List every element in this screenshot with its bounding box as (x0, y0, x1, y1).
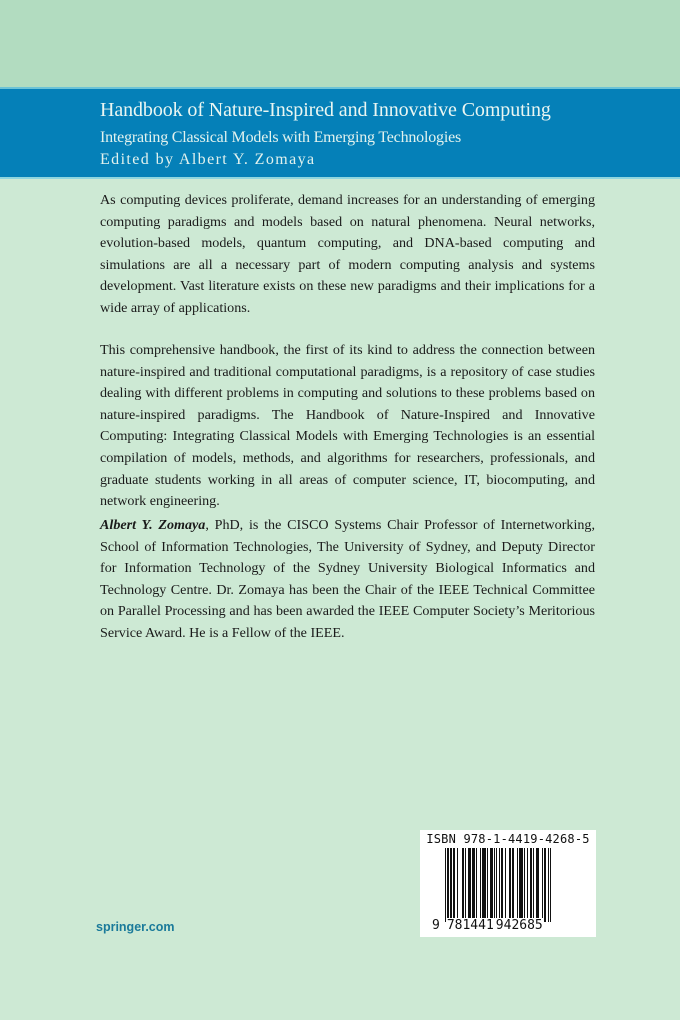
description-paragraph-2: This comprehensive handbook, the first of its kind to address the connection between nature-inspired and traditional computational paradigms, is a repository of case studies dealing with different problems in computing and solutions to these problems based on nature-inspired paradigms. The Handbook of Nature-Inspired and Innovative Computing: Integrating Classical Models with Emerging Technologies is an essential compilation of models, methods, and algorithms for researchers, professionals, and graduate students working in all areas of computer science, IT, biocomputing, and network engineering. (100, 342, 595, 510)
isbn-label: ISBN 978-1-4419-4268-5 (426, 832, 590, 846)
ean-lead-digit: 9 (432, 918, 440, 933)
ean-digits (432, 918, 544, 933)
ean-group-1: 781441 (446, 918, 494, 933)
book-subtitle: Integrating Classical Models with Emerging Technologies (100, 129, 462, 146)
barcode-bars-icon (445, 848, 564, 922)
description-paragraph-1: As computing devices proliferate, demand increases for an understanding of emerging computing paradigms and models based on natural phenomena. Neural networks, evolution-based models, quantum computing, and DNA-based computing and simulations are all a necessary part of modern computing analysis and systems development. Vast literature exists on these new paradigms and their implications for a wide array of applications. (100, 192, 595, 316)
top-background-band (0, 0, 680, 87)
book-editor: Edited by Albert Y. Zomaya (100, 151, 316, 168)
ean-group-2: 942685 (495, 918, 543, 933)
book-title: Handbook of Nature-Inspired and Innovative Computing (100, 99, 551, 121)
author-bio-paragraph (100, 515, 595, 645)
title-banner (0, 87, 680, 179)
author-bio-text: , PhD, is the CISCO Systems Chair Professor of Internetworking, School of Information Technologies, The University of Sydney, and Deputy Director for Information Technology of the Sydney University Biological Informatics and Technology Centre. Dr. Zomaya has been the Chair of the IEEE Technical Committee on Parallel Processing and has been awarded the IEEE Computer Society’s Meritorious Service Award. He is a Fellow of the IEEE. (100, 517, 595, 641)
publisher-link[interactable]: springer.com (96, 920, 175, 934)
isbn-barcode (420, 830, 596, 937)
author-name: Albert Y. Zomaya (100, 517, 206, 533)
